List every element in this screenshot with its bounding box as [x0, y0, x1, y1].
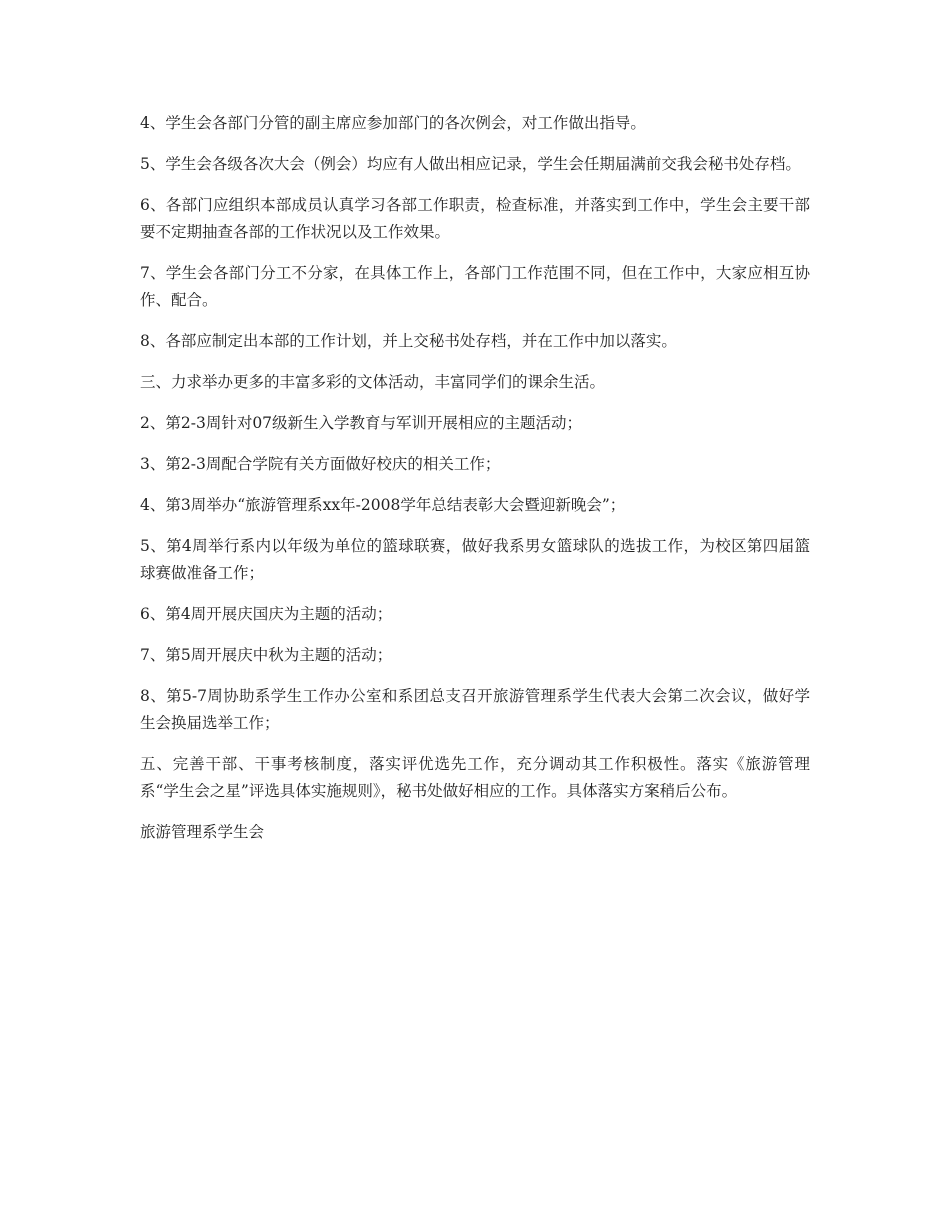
paragraph-item-8-work-plan: 8、各部应制定出本部的工作计划，并上交秘书处存档，并在工作中加以落实。	[140, 332, 677, 350]
section-heading-evaluation: 五、完善干部、干事考核制度，落实评优选先工作，充分调动其工作积极性。落实《旅游管理系“学生会之星”评选具体实施规则》，秘书处做好相应的工作。具体落实方案稍后公布。	[140, 755, 810, 800]
paragraph-item-7-cooperation: 7、学生会各部门分工不分家，在具体工作上，各部门工作范围不同，但在工作中，大家应相互协作、配合。	[140, 264, 810, 309]
document-body	[140, 110, 810, 860]
paragraph-activity-5: 5、第4周举行系内以年级为单位的篮球联赛，做好我系男女篮球队的选拔工作，为校区第四届篮球赛做准备工作；	[140, 537, 810, 582]
paragraph-activity-6: 6、第4周开展庆国庆为主题的活动；	[140, 605, 393, 623]
paragraph-activity-8: 8、第5-7周协助系学生工作办公室和系团总支召开旅游管理系学生代表大会第二次会议，做好学生会换届选举工作；	[140, 687, 810, 732]
paragraph-activity-7: 7、第5周开展庆中秋为主题的活动；	[140, 646, 393, 664]
document-signature: 旅游管理系学生会	[140, 823, 265, 841]
paragraph-item-6-duties-study: 6、各部门应组织本部成员认真学习各部工作职责，检查标准，并落实到工作中，学生会主要干部要不定期抽查各部的工作状况以及工作效果。	[140, 196, 810, 241]
paragraph-activity-3: 3、第2-3周配合学院有关方面做好校庆的相关工作；	[140, 455, 501, 473]
paragraph-item-4-vice-chair: 4、学生会各部门分管的副主席应参加部门的各次例会，对工作做出指导。	[140, 114, 646, 132]
paragraph-activity-2: 2、第2-3周针对07级新生入学教育与军训开展相应的主题活动；	[140, 414, 583, 432]
paragraph-activity-4: 4、第3周举办“旅游管理系xx年-2008学年总结表彰大会暨迎新晚会”；	[140, 496, 626, 514]
section-heading-activities: 三、力求举办更多的丰富多彩的文体活动，丰富同学们的课余生活。	[140, 373, 606, 391]
paragraph-item-5-meeting-records: 5、学生会各级各次大会（例会）均应有人做出相应记录，学生会任期届满前交我会秘书处存档。	[140, 155, 801, 173]
